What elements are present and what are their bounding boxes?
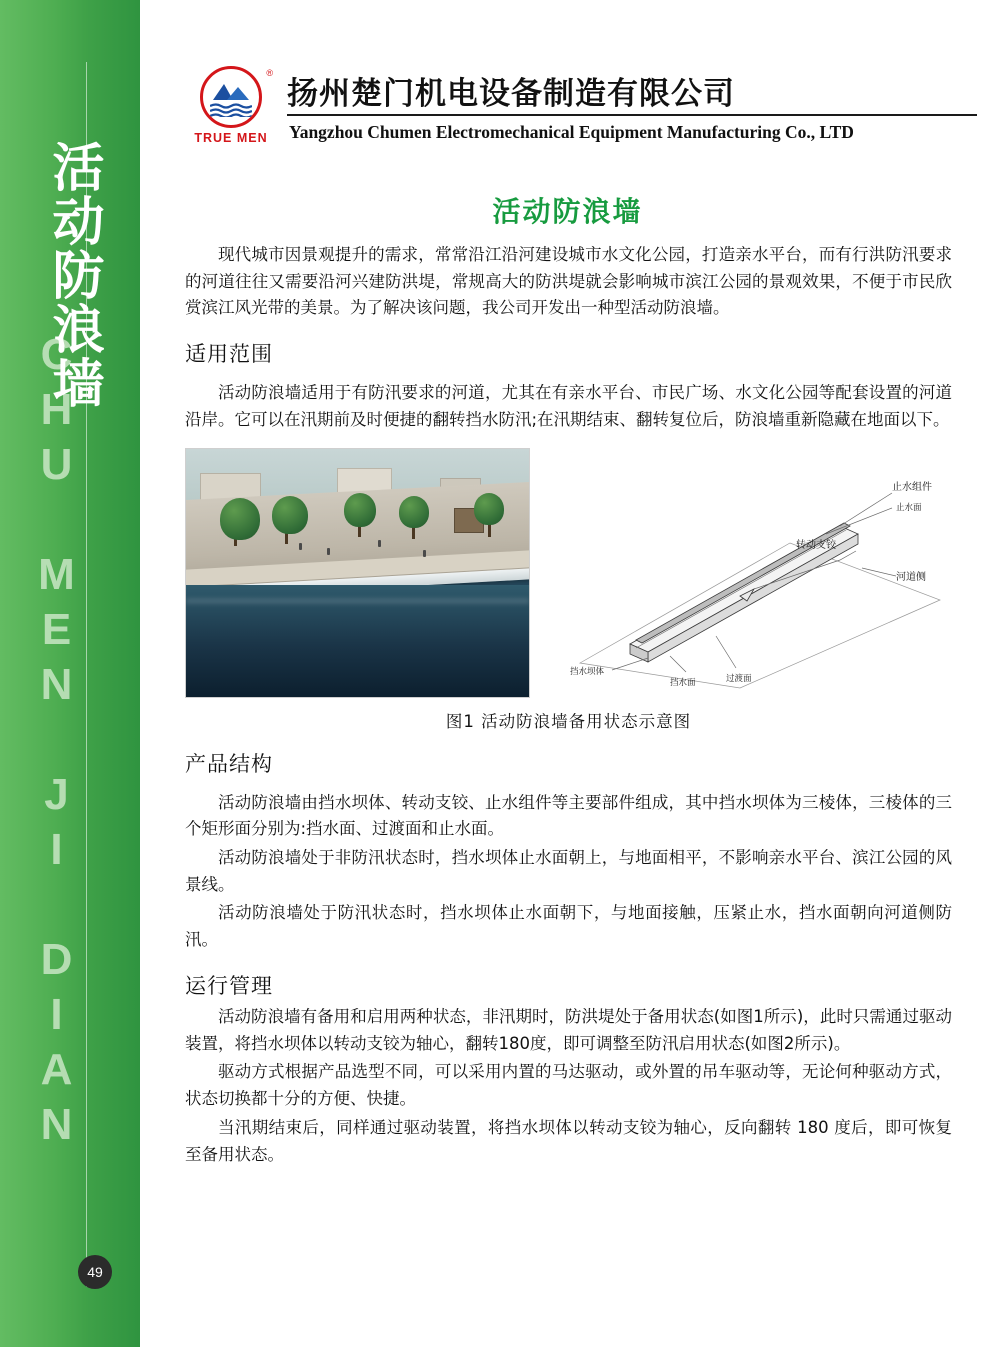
wall-schematic-svg	[540, 448, 952, 698]
svg-text:止水组件: 止水组件	[892, 481, 932, 493]
figure-photo-render	[185, 448, 530, 698]
sidebar-vertical-title-cn: 活动防浪墙	[43, 140, 103, 410]
figure-block	[165, 448, 970, 732]
figure-line-drawing	[540, 448, 952, 698]
company-logo	[185, 66, 277, 158]
section-heading-scope: 适用范围	[185, 342, 273, 367]
company-name-cn: 扬州楚门机电设备制造有限公司	[287, 76, 735, 112]
waves-icon	[210, 103, 252, 117]
section-paragraph: 活动防浪墙处于非防汛状态时，挡水坝体止水面朝上，与地面相平，不影响亲水平台、滨江公园的风景线。	[185, 848, 952, 894]
page-title: 活动防浪墙	[492, 195, 643, 228]
svg-text:挡水面: 挡水面	[670, 677, 696, 688]
sidebar	[0, 0, 140, 1347]
sidebar-vertical-title-en: CHU MEN JI DIAN	[32, 330, 81, 1155]
svg-text:过渡面: 过渡面	[726, 673, 752, 684]
content-area	[140, 0, 1000, 1347]
section-paragraph: 活动防浪墙有备用和启用两种状态，非汛期时，防洪堤处于备用状态(如图1所示)，此时只需通过驱动装置，将挡水坝体以转动支铰为轴心，翻转180度，即可调整至防汛启用状态(如图2所示)。	[185, 1006, 952, 1053]
section-heading-operation: 运行管理	[185, 973, 273, 998]
svg-text:转动支铰: 转动支铰	[796, 539, 836, 551]
company-name-en: Yangzhou Chumen Electromechanical Equipment Manufacturing Co., LTD	[289, 122, 854, 142]
section-heading-structure: 产品结构	[185, 751, 273, 776]
section-paragraph: 当汛期结束后，同样通过驱动装置，将挡水坝体以转动支铰为轴心，反向翻转 180 度后，即可恢复至备用状态。	[185, 1117, 952, 1164]
svg-text:河道侧: 河道侧	[896, 571, 926, 583]
page-number: 49	[78, 1255, 112, 1289]
section-paragraph: 活动防浪墙适用于有防汛要求的河道，尤其在有亲水平台、市民广场、水文化公园等配套设置的河道沿岸。它可以在汛期前及时便捷的翻转挡水防汛;在汛期结束、翻转复位后，防浪墙重新隐藏在地面以下。	[185, 383, 952, 429]
section-paragraph: 活动防浪墙由挡水坝体、转动支铰、止水组件等主要部件组成，其中挡水坝体为三棱体，三棱体的三个矩形面分别为:挡水面、过渡面和止水面。	[185, 792, 952, 839]
logo-wordmark: TRUE MEN	[194, 131, 268, 145]
svg-text:止水面: 止水面	[896, 502, 922, 513]
svg-text:挡水坝体: 挡水坝体	[570, 666, 605, 677]
header-divider	[287, 114, 977, 116]
logo-emblem-icon	[200, 66, 262, 128]
section-paragraph: 驱动方式根据产品选型不同，可以采用内置的马达驱动，或外置的吊车驱动等，无论何种驱动方式，状态切换都十分的方便、快捷。	[185, 1062, 952, 1109]
figure-caption: 图1 活动防浪墙备用状态示意图	[445, 711, 692, 731]
registered-mark: ®	[266, 68, 273, 78]
mountain-icon	[211, 82, 251, 100]
document-header	[165, 62, 970, 172]
section-paragraph: 活动防浪墙处于防汛状态时，挡水坝体止水面朝下，与地面接触，压紧止水，挡水面朝向河道侧防汛。	[185, 903, 952, 950]
intro-paragraph: 现代城市因景观提升的需求，常常沿江沿河建设城市水文化公园，打造亲水平台，而有行洪防汛要求的河道往往又需要沿河兴建防洪堤，常规高大的防洪堤就会影响城市滨江公园的景观效果，不便于市民欣赏滨江风光带的美景。为了解决该问题，我公司开发出一种型活动防浪墙。	[185, 245, 952, 318]
